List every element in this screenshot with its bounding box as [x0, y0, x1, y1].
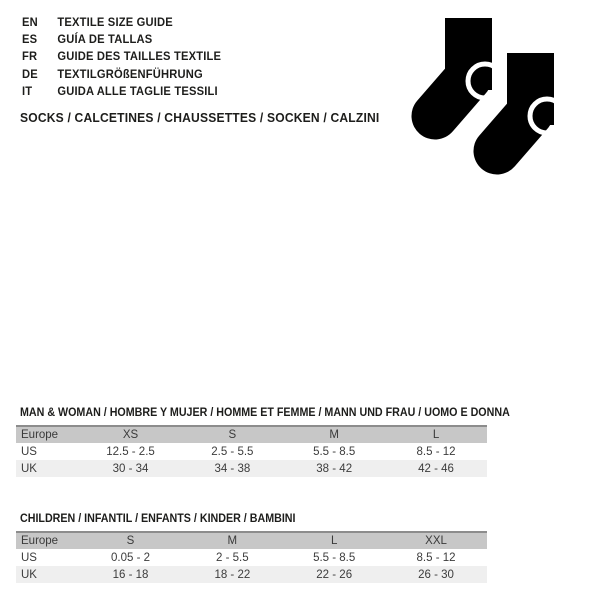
lang-row-en	[22, 13, 221, 30]
lang-row-es	[22, 30, 221, 47]
size-value: 16 - 18	[112, 568, 149, 581]
size-value: 18 - 22	[214, 568, 251, 581]
lang-label: GUIDA ALLE TAGLIE TESSILI	[57, 84, 218, 99]
column-header: M	[227, 535, 238, 547]
socks-icon	[395, 0, 595, 200]
lang-label: GUIDE DES TAILLES TEXTILE	[57, 49, 222, 64]
size-value: 22 - 26	[316, 568, 353, 581]
size-table-man-woman	[16, 407, 510, 477]
size-table	[16, 425, 487, 477]
row-label: UK	[21, 568, 37, 581]
lang-code: EN	[22, 14, 38, 29]
row-label: US	[21, 445, 37, 458]
size-value: 2 - 5.5	[216, 551, 249, 564]
table-header-row	[16, 425, 487, 443]
table-title	[16, 513, 487, 526]
table-title-text: CHILDREN / INFANTIL / ENFANTS / KINDER / BAMBINI	[20, 513, 296, 525]
table-title	[16, 407, 510, 420]
lang-code: ES	[22, 32, 38, 47]
table-row	[16, 549, 487, 566]
column-header: S	[228, 429, 237, 441]
lang-label: GUÍA DE TALLAS	[57, 32, 153, 47]
size-value: 8.5 - 12	[416, 445, 456, 458]
size-value: 42 - 46	[418, 462, 454, 475]
column-header: M	[329, 429, 339, 441]
lang-label: TEXTILGRÖßENFÜHRUNG	[57, 66, 203, 81]
size-table-children	[16, 513, 487, 583]
column-header: XXL	[425, 535, 447, 547]
size-value: 26 - 30	[418, 568, 454, 581]
size-value: 8.5 - 12	[416, 551, 456, 564]
lang-code: DE	[22, 66, 38, 81]
table-row	[16, 443, 487, 460]
sock-front	[497, 53, 564, 151]
size-value: 12.5 - 2.5	[106, 445, 155, 458]
size-value: 5.5 - 8.5	[313, 445, 356, 458]
size-value: 5.5 - 8.5	[313, 551, 356, 564]
lang-code: IT	[22, 84, 33, 99]
size-value: 34 - 38	[214, 462, 251, 475]
language-list	[22, 13, 236, 100]
lang-label: TEXTILE SIZE GUIDE	[57, 14, 173, 29]
column-header: S	[126, 535, 135, 547]
lang-row-it	[22, 83, 221, 100]
table-row	[16, 566, 487, 583]
size-value: 30 - 34	[112, 462, 149, 475]
sock-back	[435, 18, 502, 116]
lang-row-de	[22, 65, 221, 82]
table-row	[16, 460, 487, 477]
table-title-text: MAN & WOMAN / HOMBRE Y MUJER / HOMME ET FEMME / MANN UND FRAU / UOMO E DONNA	[20, 407, 510, 419]
category-title-text: SOCKS / CALCETINES / CHAUSSETTES / SOCKEN / CALZINI	[20, 110, 380, 125]
column-header: Europe	[21, 429, 59, 441]
size-value: 38 - 42	[316, 462, 353, 475]
size-value: 0.05 - 2	[111, 551, 150, 564]
size-value: 2.5 - 5.5	[211, 445, 254, 458]
column-header: L	[330, 535, 338, 547]
column-header: L	[432, 429, 440, 441]
table-header-row	[16, 531, 487, 549]
lang-code: FR	[22, 49, 38, 64]
column-header: XS	[122, 429, 139, 441]
category-title	[20, 110, 407, 125]
row-label: US	[21, 551, 37, 564]
size-table	[16, 531, 487, 583]
row-label: UK	[21, 462, 37, 475]
lang-row-fr	[22, 48, 221, 65]
column-header: Europe	[21, 535, 59, 547]
